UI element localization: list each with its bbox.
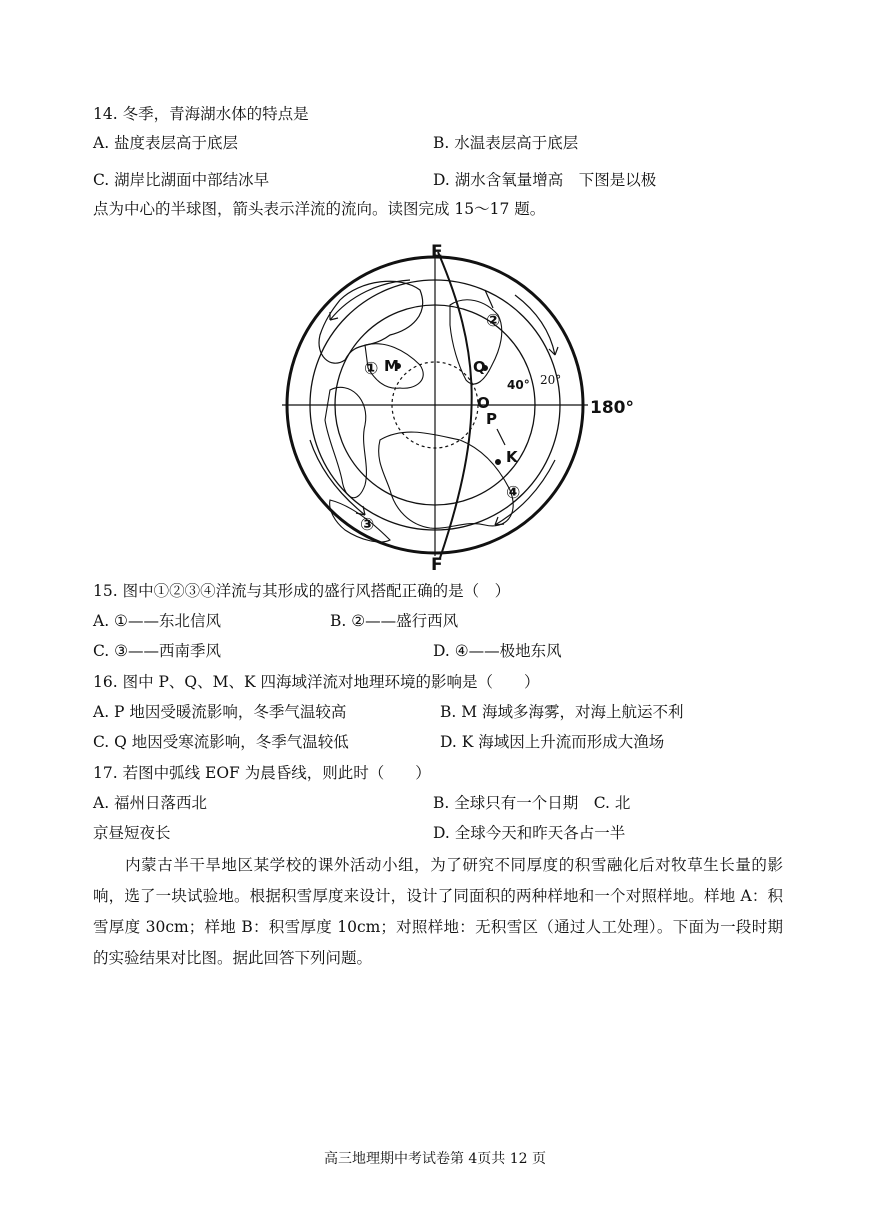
label-20: 20° [540,373,562,387]
label-current-4: ④ [506,483,521,503]
q14-option-a: A. 盐度表层高于底层 [93,134,239,152]
q16-option-a: A. P 地因受暖流影响，冬季气温较高 [93,703,347,721]
q14-option-c: C. 湖岸比湖面中部结冰早 [93,171,270,189]
q15-option-d: D. ④——极地东风 [433,642,562,660]
q14-option-d: D. 湖水含氧量增高 下图是以极 [433,171,657,189]
current-arrow [515,295,555,355]
label-current-1: ① [364,359,379,379]
q16-option-c: C. Q 地因受寒流影响，冬季气温较低 [93,733,349,751]
figure-intro: 点为中心的半球图，箭头表示洋流的流向。读图完成 15～17 题。 [93,200,546,218]
q15-option-c: C. ③——西南季风 [93,642,222,660]
passage: 内蒙古半干旱地区某学校的课外活动小组，为了研究不同厚度的积雪融化后对牧草生长量的影响，选了一块试验地。根据积雪厚度来设计，设计了同面积的两种样地和一个对照样地。样地 A：积雪厚度 30cm；样地 B：积雪厚度 10cm；对照样地：无积雪区（通过人工处理）。下面为一段时期的实验结果对比图。据此回答下列问题。 [93,856,783,967]
label-f: F [431,555,443,575]
q15-option-b: B. ②——盛行西风 [330,612,459,630]
q15-option-a: A. ①——东北信风 [93,612,221,630]
label-180: 180° [590,398,634,418]
q16-stem: 16. 图中 P、Q、M、K 四海域洋流对地理环境的影响是（ ） [93,673,540,691]
q16-option-b: B. M 海域多海雾，对海上航运不利 [440,703,684,721]
label-e: E [431,242,443,262]
q17-option-a: A. 福州日落西北 [93,794,208,812]
label-40: 40° [507,378,530,392]
label-current-2: ② [486,311,501,331]
q17-option-b: B. 全球只有一个日期 C. 北 [433,794,631,812]
label-p: P [486,410,497,428]
q16-option-d: D. K 海域因上升流而形成大渔场 [440,733,665,751]
label-k: K [506,448,518,466]
q14-option-b: B. 水温表层高于底层 [433,134,579,152]
q17-option-d: D. 全球今天和昨天各占一半 [433,824,626,842]
label-o: O [477,394,490,412]
current-arrow [497,429,505,445]
q17-option-c-cont: 京昼短夜长 [93,824,171,842]
page-footer: 高三地理期中考试卷第 4页共 12 页 [323,1151,547,1167]
q15-stem: 15. 图中①②③④洋流与其形成的盛行风搭配正确的是（ ） [93,582,511,600]
q17-stem: 17. 若图中弧线 EOF 为晨昏线，则此时（ ） [93,764,431,782]
label-m: M [384,357,399,375]
label-q: Q [473,358,486,376]
landmass-north-america [319,281,423,363]
point-k [496,460,501,465]
q14-stem: 14. 冬季，青海湖水体的特点是 [93,105,309,123]
polar-hemisphere-map [270,240,634,575]
label-current-3: ③ [360,515,375,535]
